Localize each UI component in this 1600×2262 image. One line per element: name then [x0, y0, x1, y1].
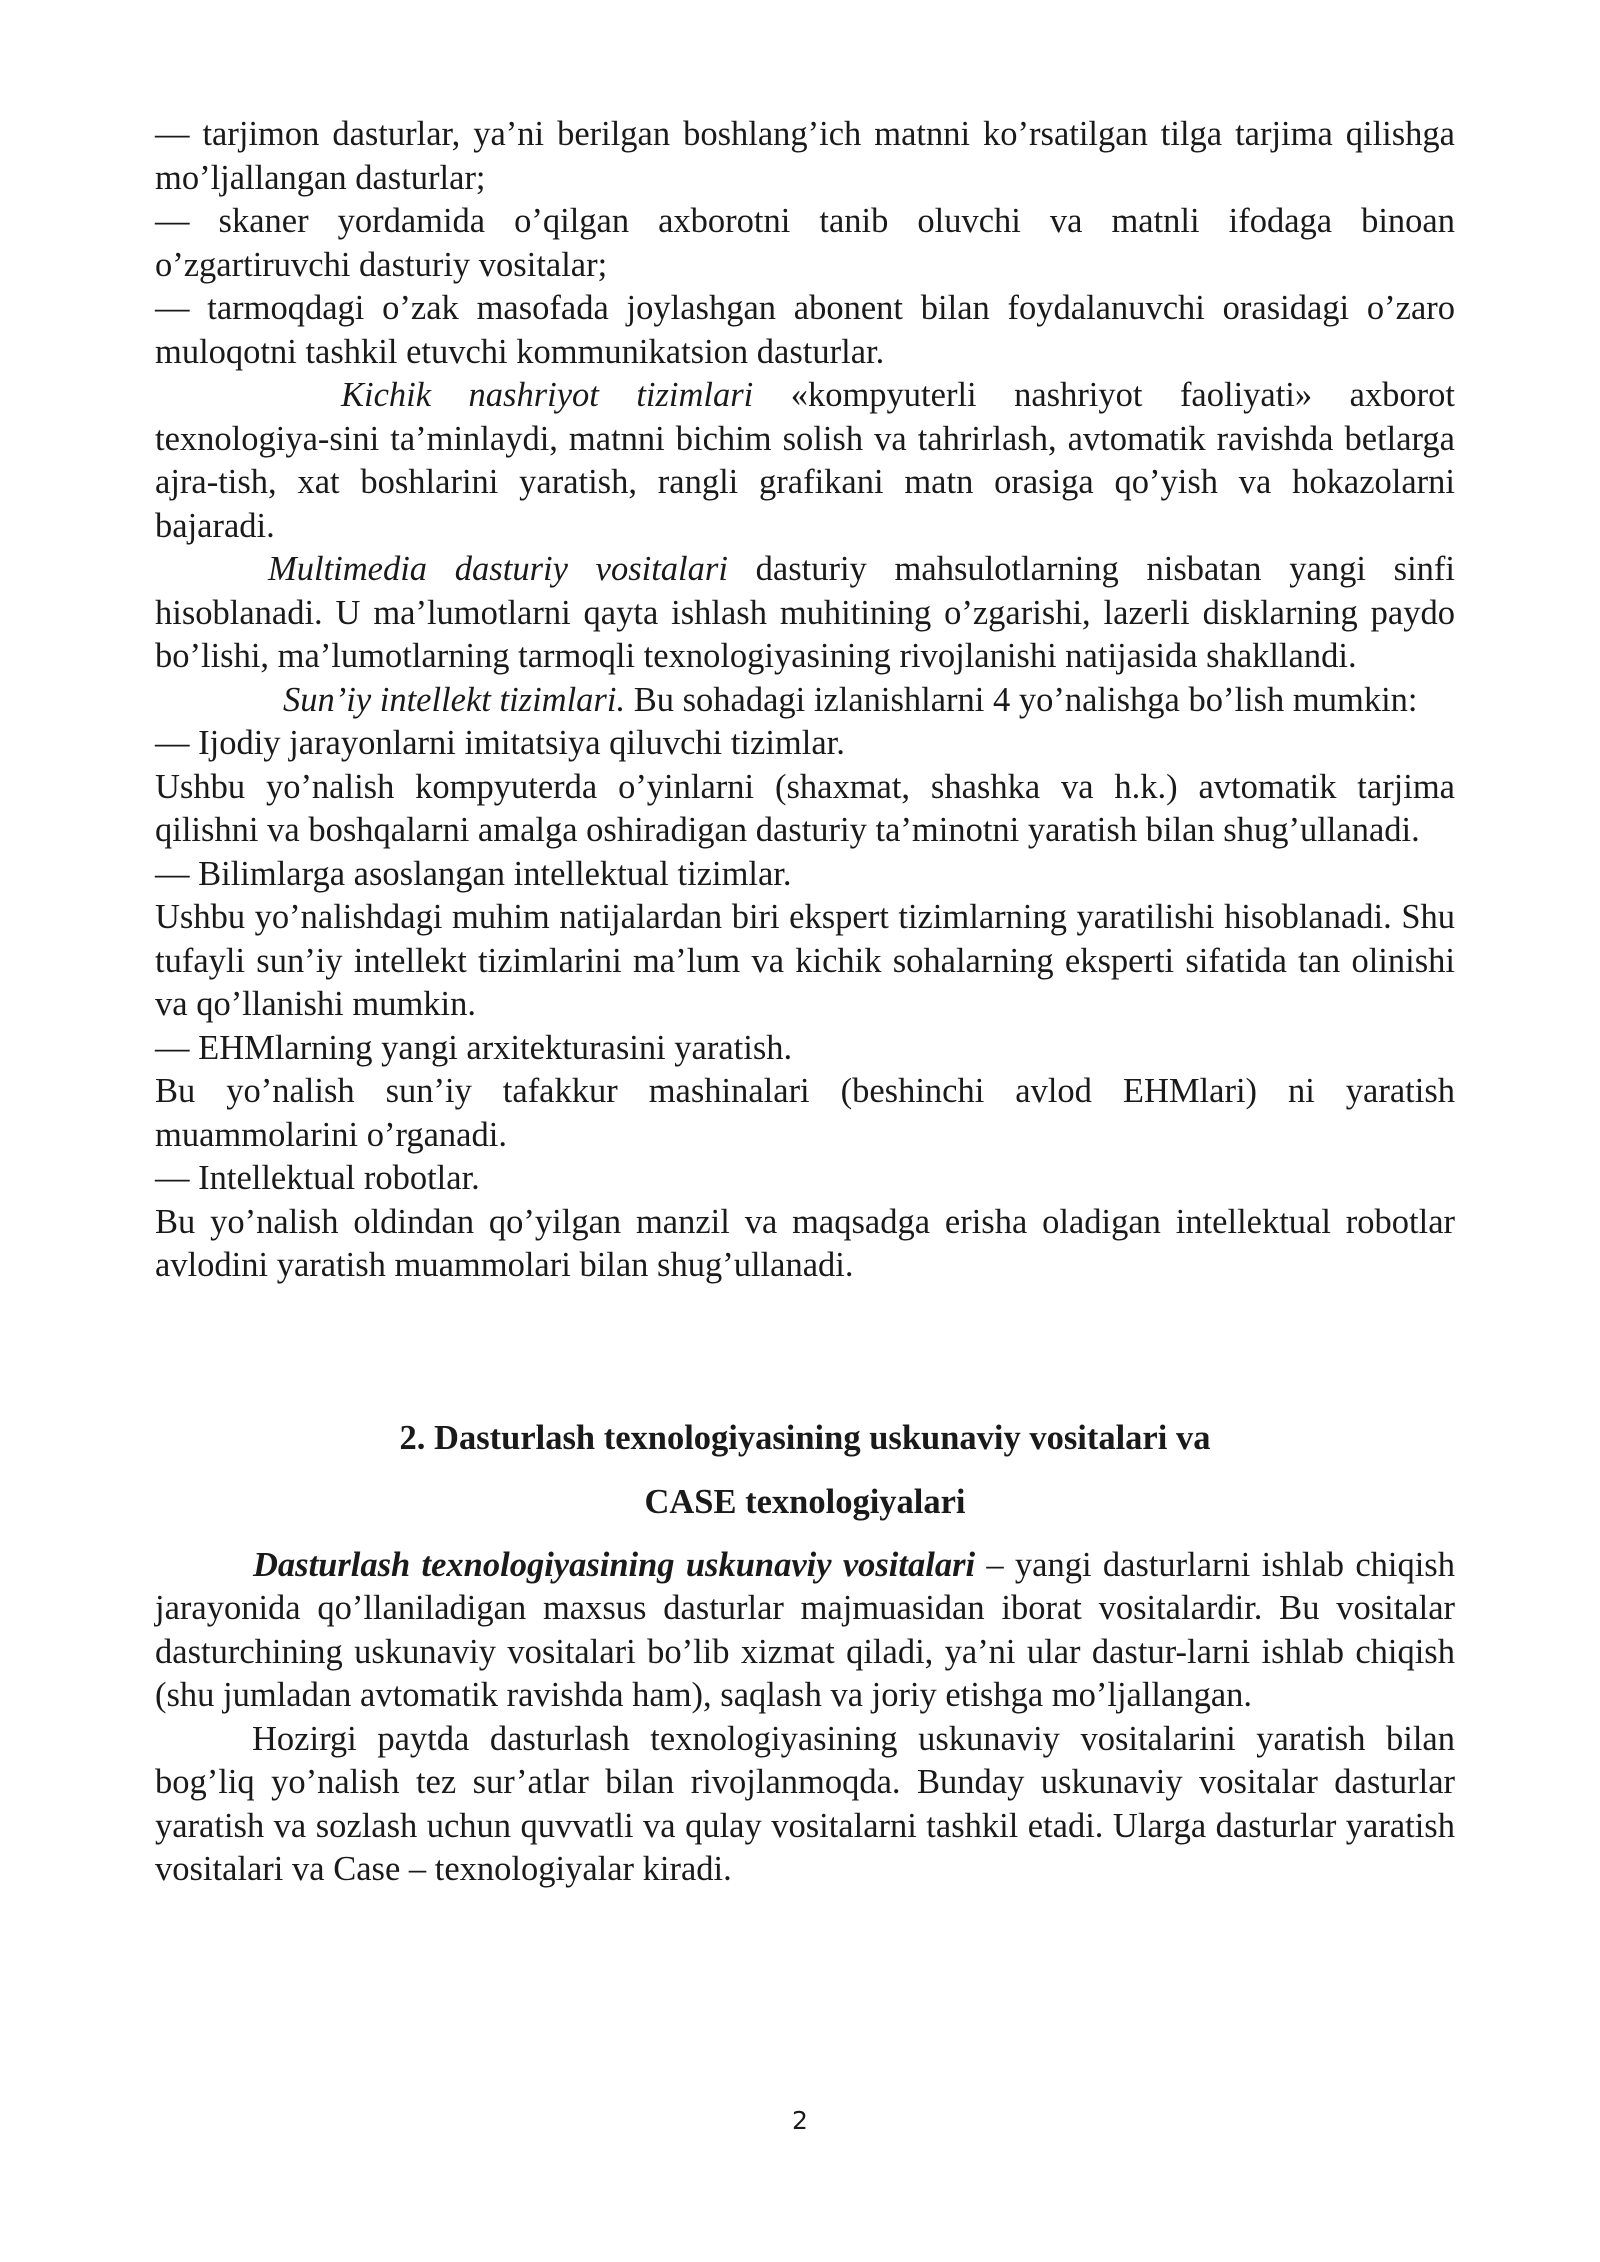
paragraph-intellectual-robots: Bu yo’nalish oldindan qo’yilgan manzil va maqsadga erisha oladigan intellektual robotlar avlodini yaratish muammolari bilan shug’ullanadi. [155, 1202, 1455, 1284]
paragraph-current-state: Hozirgi paytda dasturlash texnologiyasining uskunaviy vositalarini yaratish bilan bog’liq yo’nalish tez sur’atlar bilan rivojlanmoqda. Bunday uskunaviy vositalar dasturlar yaratish va sozlash uchun quvvatli va qulay vositalarni tashkil etadi. Ularga dasturlar yaratish vositalari va Case – texnologiyalar kiradi. [155, 1719, 1455, 1888]
list-item-scanner-ocr: — skaner yordamida o’qilgan axborotni tanib oluvchi va matnli ifodaga binoan o’zgartiruvchi dasturiy vositalar; [155, 202, 1455, 284]
term-desktop-publishing: Kichik nashriyot tizimlari [341, 376, 754, 414]
section-heading-line1: 2. Dasturlash texnologiyasining uskunaviy vositalari va [399, 1418, 1211, 1457]
section-heading-line2: CASE texnologiyalari [644, 1483, 966, 1521]
paragraph-new-architecture: Bu yo’nalish sun’iy tafakkur mashinalari (beshinchi avlod EHMlari) ni yaratish muammolarini o’rganadi. [155, 1072, 1455, 1154]
paragraph-knowledge-based: Ushbu yo’nalishdagi muhim natijalardan biri ekspert tizimlarning yaratilishi hisoblanadi. Shu tufayli sun’iy intellekt tizimlarini ma’lum va kichik sohalarning eksperti sifatida tan olinishi va qo’llanishi mumkin. [155, 898, 1455, 1023]
list-item-translators: — tarjimon dasturlar, ya’ni berilgan boshlang’ich matnni ko’rsatilgan tilga tarjima qilishga mo’ljallangan dasturlar; [155, 115, 1455, 197]
paragraph-multimedia [155, 548, 1455, 679]
paragraph-tool-means [155, 1544, 1455, 1718]
list-item-intellectual-robots: — Intellektual robotlar. [155, 1159, 480, 1197]
term-multimedia: Multimedia dasturiy vositalari [268, 550, 728, 588]
document-page [155, 113, 1455, 1892]
text-multimedia: dasturiy mahsulotlarning nisbatan yangi sinfi hisoblanadi. U ma’lumotlarni qayta ishlash muhitining o’zgarishi, lazerli disklarning paydo bo’lishi, ma’lumotlarning tarmoqli texnologiyasining rivojlanishi natijasida shakllandi. [155, 550, 1455, 675]
paragraph-ai-systems [155, 679, 1455, 723]
page-number: 2 [792, 2106, 808, 2135]
paragraph-desktop-publishing [155, 374, 1455, 548]
list-item-knowledge-based: — Bilimlarga asoslangan intellektual tizimlar. [155, 854, 792, 893]
text-ai-systems: Bu sohadagi izlanishlarni 4 yo’nalishga bo’lish mumkin: [625, 680, 1418, 719]
term-ai-systems: Sun’iy intellekt tizimlari. [283, 680, 626, 719]
text-tool-means: – yangi dasturlarni ishlab chiqish jarayonida qo’llaniladigan maxsus dasturlar majmuasidan iborat vositalardir. Bu vositalar dasturchining uskunaviy vositalari bo’lib xizmat qiladi, ya’ni ular dastur-larni ishlab chiqish (shu jumladan avtomatik ravishda ham), saqlash va joriy etishga mo’ljallangan. [155, 1545, 1455, 1714]
paragraph-creative-processes: Ushbu yo’nalish kompyuterda o’yinlarni (shaxmat, shashka va h.k.) avtomatik tarjima qilishni va boshqalarni amalga oshiradigan dasturiy ta’minotni yaratish bilan shug’ullanadi. [155, 767, 1455, 849]
list-item-communication: — tarmoqdagi o’zak masofada joylashgan abonent bilan foydalanuvchi orasidagi o’zaro muloqotni tashkil etuvchi kommunikatsion dasturlar. [155, 289, 1455, 371]
list-item-creative-processes: — Ijodiy jarayonlarni imitatsiya qiluvchi tizimlar. [155, 724, 845, 762]
text-desktop-publishing: «kompyuterli nashriyot faoliyati» axborot texnologiya-sini ta’minlaydi, matnni bichim solish va tahrirlash, avtomatik ravishda betlarga ajra-tish, xat boshlarini yaratish, rangli grafikani matn orasiga qo’yish va hokazolarni bajaradi. [155, 376, 1455, 545]
term-tool-means: Dasturlash texnologiyasining uskunaviy vositalari [253, 1545, 976, 1584]
list-item-new-architecture: — EHMlarning yangi arxitekturasini yaratish. [155, 1028, 793, 1067]
